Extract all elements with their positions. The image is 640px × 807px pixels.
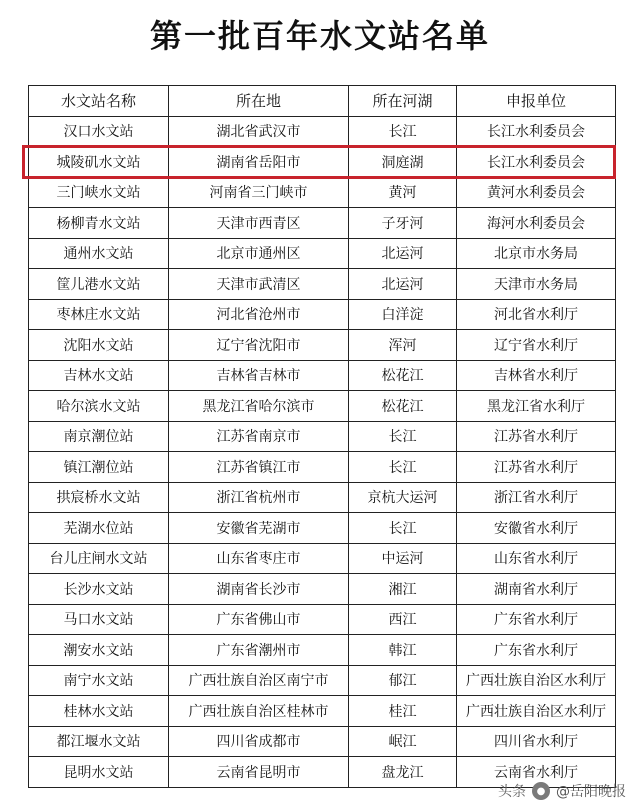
column-header-name: 水文站名称	[29, 86, 169, 117]
cell-applicant: 吉林省水利厅	[457, 360, 616, 391]
cell-river-lake: 岷江	[349, 726, 457, 757]
cell-applicant: 广东省水利厅	[457, 604, 616, 635]
column-header-applicant: 申报单位	[457, 86, 616, 117]
cell-location: 河南省三门峡市	[169, 177, 349, 208]
cell-applicant: 北京市水务局	[457, 238, 616, 269]
cell-station-name: 沈阳水文站	[29, 330, 169, 361]
cell-river-lake: 京杭大运河	[349, 482, 457, 513]
cell-applicant: 长江水利委员会	[457, 116, 616, 147]
cell-river-lake: 长江	[349, 452, 457, 483]
cell-river-lake: 韩江	[349, 635, 457, 666]
cell-river-lake: 湘江	[349, 574, 457, 605]
table-row	[29, 513, 616, 544]
cell-river-lake: 长江	[349, 116, 457, 147]
cell-applicant: 安徽省水利厅	[457, 513, 616, 544]
cell-station-name: 汉口水文站	[29, 116, 169, 147]
cell-applicant: 江苏省水利厅	[457, 452, 616, 483]
table-row	[29, 360, 616, 391]
cell-location: 山东省枣庄市	[169, 543, 349, 574]
cell-location: 江苏省南京市	[169, 421, 349, 452]
cell-applicant: 广西壮族自治区水利厅	[457, 696, 616, 727]
cell-station-name: 马口水文站	[29, 604, 169, 635]
cell-station-name: 潮安水文站	[29, 635, 169, 666]
cell-station-name: 长沙水文站	[29, 574, 169, 605]
cell-station-name: 南宁水文站	[29, 665, 169, 696]
station-table	[28, 85, 616, 788]
cell-river-lake: 黄河	[349, 177, 457, 208]
cell-applicant: 辽宁省水利厅	[457, 330, 616, 361]
cell-river-lake: 长江	[349, 421, 457, 452]
cell-river-lake: 郁江	[349, 665, 457, 696]
cell-station-name: 枣林庄水文站	[29, 299, 169, 330]
table-row	[29, 726, 616, 757]
table-row	[29, 330, 616, 361]
badge-icon: ●	[532, 782, 550, 800]
cell-station-name: 昆明水文站	[29, 757, 169, 788]
cell-location: 广西壮族自治区桂林市	[169, 696, 349, 727]
cell-river-lake: 洞庭湖	[349, 147, 457, 178]
cell-station-name: 杨柳青水文站	[29, 208, 169, 239]
cell-applicant: 湖南省水利厅	[457, 574, 616, 605]
table-row	[29, 269, 616, 300]
table-row	[29, 421, 616, 452]
cell-location: 辽宁省沈阳市	[169, 330, 349, 361]
table-row	[29, 696, 616, 727]
cell-location: 湖北省武汉市	[169, 116, 349, 147]
cell-station-name: 台儿庄闸水文站	[29, 543, 169, 574]
table-row	[29, 452, 616, 483]
cell-applicant: 四川省水利厅	[457, 726, 616, 757]
cell-location: 广西壮族自治区南宁市	[169, 665, 349, 696]
cell-river-lake: 长江	[349, 513, 457, 544]
cell-river-lake: 中运河	[349, 543, 457, 574]
cell-river-lake: 松花江	[349, 360, 457, 391]
cell-applicant: 广东省水利厅	[457, 635, 616, 666]
cell-applicant: 浙江省水利厅	[457, 482, 616, 513]
cell-applicant: 江苏省水利厅	[457, 421, 616, 452]
table-row	[29, 543, 616, 574]
cell-station-name: 南京潮位站	[29, 421, 169, 452]
table-row	[29, 635, 616, 666]
cell-station-name: 通州水文站	[29, 238, 169, 269]
cell-station-name: 镇江潮位站	[29, 452, 169, 483]
cell-station-name: 都江堰水文站	[29, 726, 169, 757]
table-row	[29, 482, 616, 513]
cell-location: 浙江省杭州市	[169, 482, 349, 513]
cell-station-name: 筐儿港水文站	[29, 269, 169, 300]
cell-applicant: 天津市水务局	[457, 269, 616, 300]
table-row	[29, 604, 616, 635]
cell-location: 四川省成都市	[169, 726, 349, 757]
cell-location: 广东省佛山市	[169, 604, 349, 635]
cell-station-name: 桂林水文站	[29, 696, 169, 727]
cell-station-name: 吉林水文站	[29, 360, 169, 391]
table-row	[29, 299, 616, 330]
page-title: 第一批百年水文站名单	[149, 17, 490, 55]
cell-location: 天津市西青区	[169, 208, 349, 239]
cell-station-name: 拱宸桥水文站	[29, 482, 169, 513]
watermark	[498, 779, 626, 803]
cell-location: 云南省昆明市	[169, 757, 349, 788]
cell-applicant: 黄河水利委员会	[457, 177, 616, 208]
cell-applicant: 山东省水利厅	[457, 543, 616, 574]
table-row	[29, 177, 616, 208]
cell-river-lake: 桂江	[349, 696, 457, 727]
cell-location: 江苏省镇江市	[169, 452, 349, 483]
cell-applicant: 黑龙江省水利厅	[457, 391, 616, 422]
cell-river-lake: 盘龙江	[349, 757, 457, 788]
table-row	[29, 574, 616, 605]
column-header-location: 所在地	[169, 86, 349, 117]
cell-applicant: 海河水利委员会	[457, 208, 616, 239]
cell-river-lake: 北运河	[349, 238, 457, 269]
cell-station-name: 三门峡水文站	[29, 177, 169, 208]
cell-location: 湖南省长沙市	[169, 574, 349, 605]
cell-river-lake: 西江	[349, 604, 457, 635]
watermark-prefix: 头条	[498, 784, 526, 800]
table-row	[29, 238, 616, 269]
column-header-river: 所在河湖	[349, 86, 457, 117]
cell-river-lake: 白洋淀	[349, 299, 457, 330]
cell-location: 安徽省芜湖市	[169, 513, 349, 544]
table-row	[29, 208, 616, 239]
cell-location: 河北省沧州市	[169, 299, 349, 330]
cell-location: 湖南省岳阳市	[169, 147, 349, 178]
cell-location: 北京市通州区	[169, 238, 349, 269]
cell-station-name: 城陵矶水文站	[29, 147, 169, 178]
cell-river-lake: 子牙河	[349, 208, 457, 239]
cell-location: 广东省潮州市	[169, 635, 349, 666]
cell-river-lake: 松花江	[349, 391, 457, 422]
cell-applicant: 广西壮族自治区水利厅	[457, 665, 616, 696]
cell-applicant: 河北省水利厅	[457, 299, 616, 330]
table-body	[29, 116, 616, 787]
cell-location: 天津市武清区	[169, 269, 349, 300]
cell-river-lake: 浑河	[349, 330, 457, 361]
cell-river-lake: 北运河	[349, 269, 457, 300]
cell-station-name: 哈尔滨水文站	[29, 391, 169, 422]
table-header-row	[29, 86, 616, 117]
cell-location: 吉林省吉林市	[169, 360, 349, 391]
table-row	[29, 147, 616, 178]
watermark-brand: @岳阳晚报	[556, 784, 626, 800]
table-row	[29, 665, 616, 696]
cell-station-name: 芜湖水位站	[29, 513, 169, 544]
table-row	[29, 391, 616, 422]
cell-location: 黑龙江省哈尔滨市	[169, 391, 349, 422]
cell-applicant: 云南省水利厅	[457, 757, 616, 788]
cell-applicant: 长江水利委员会	[457, 147, 616, 178]
table-row	[29, 116, 616, 147]
